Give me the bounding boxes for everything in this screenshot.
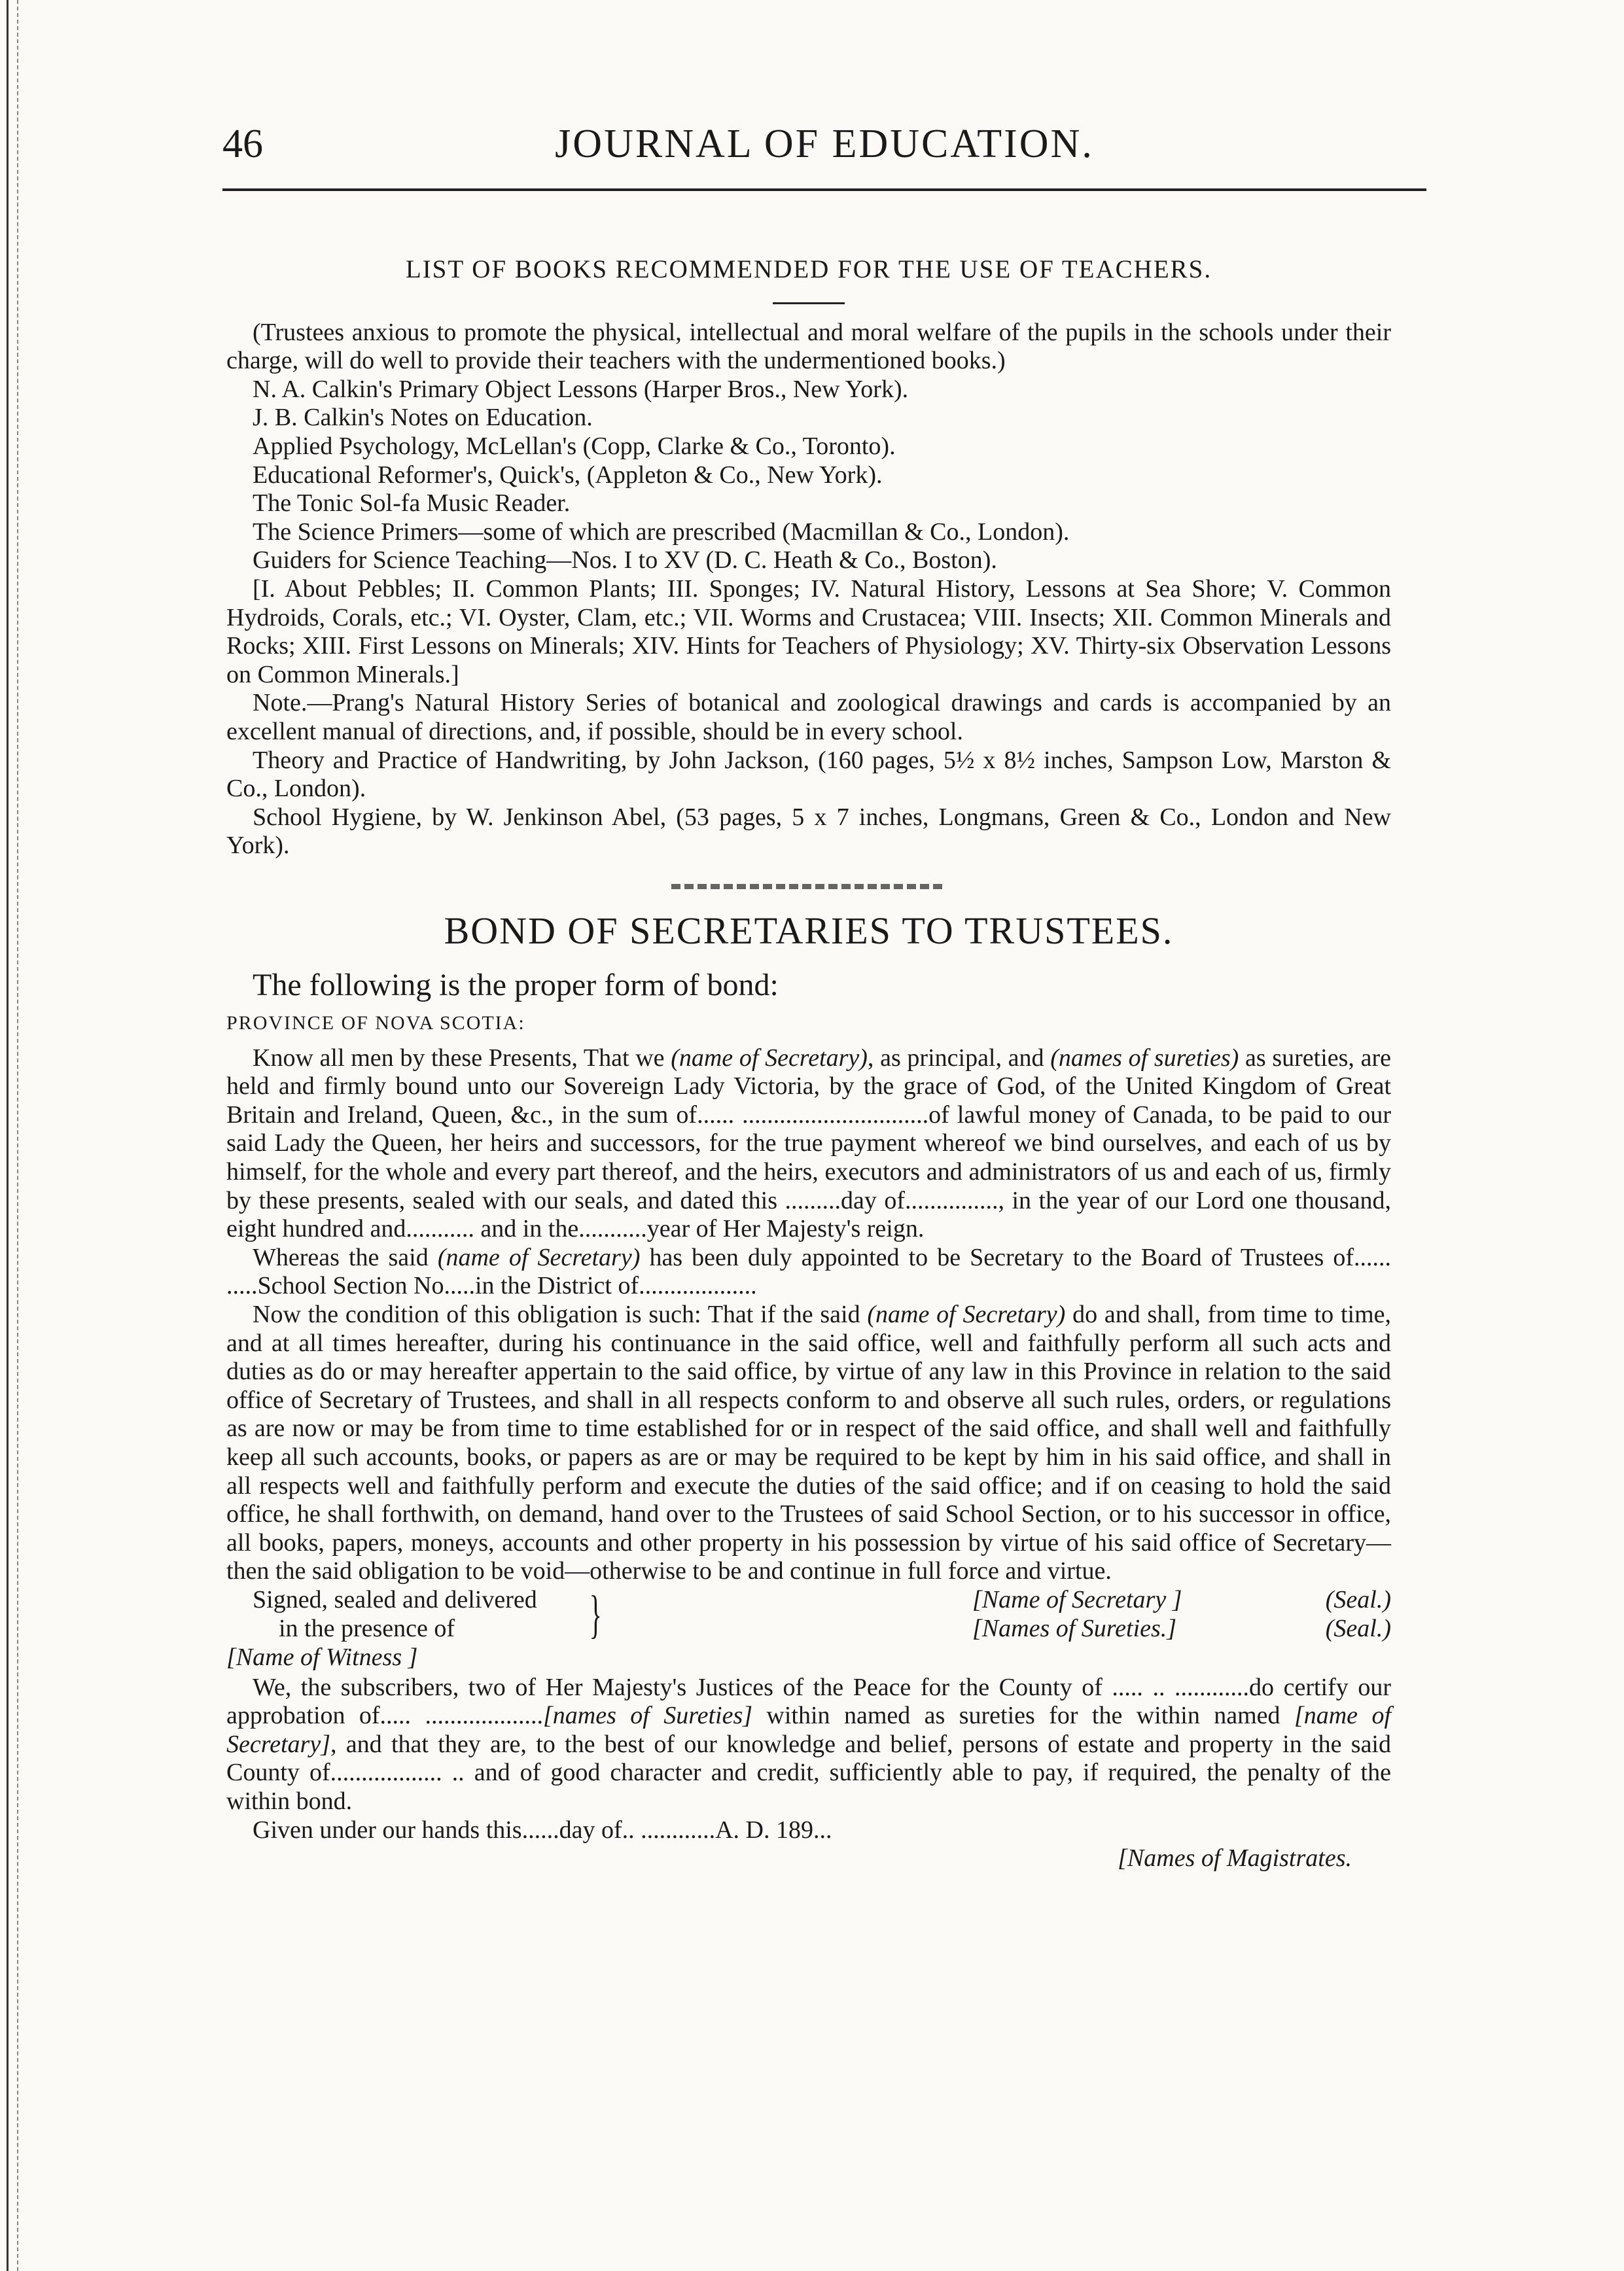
books-intro: (Trustees anxious to promote the physical, intellectual and moral welfare of the pupils in the schools under their charge, will do well to provide their teachers with the undermentioned books.) — [226, 318, 1391, 375]
ornamental-rule — [671, 884, 946, 889]
text: within named as sureties for the within named — [752, 1702, 1294, 1730]
approbation-paragraph — [226, 1674, 1391, 1816]
book-item: Theory and Practice of Handwriting, by John Jackson, (160 pages, 5½ x 8½ inches, Sampson Low, Marston & Co., London). — [226, 746, 1391, 803]
seal-marks — [1326, 1586, 1391, 1643]
signature-block — [226, 1586, 1391, 1644]
province-label: PROVINCE OF NOVA SCOTIA: — [226, 1012, 525, 1034]
book-item: N. A. Calkin's Primary Object Lessons (Harper Bros., New York). — [253, 375, 909, 403]
bond-paragraph-3 — [226, 1301, 1391, 1586]
signatory-names — [972, 1586, 1182, 1643]
seal-label: (Seal.) — [1325, 1585, 1391, 1613]
name-of-secretary: [Name of Secretary ] — [972, 1585, 1182, 1613]
running-head: JOURNAL OF EDUCATION. — [555, 122, 1094, 166]
names-of-sureties: [Names of Sureties.] — [972, 1614, 1177, 1642]
page-header — [222, 121, 1426, 173]
book-item: Educational Reformer's, Quick's, (Appleton & Co., New York). — [253, 461, 883, 489]
text: Now the condition of this obligation is such: That if the said — [253, 1301, 868, 1328]
book-item: The Tonic Sol-fa Music Reader. — [253, 489, 571, 518]
book-item: The Science Primers—some of which are prescribed (Macmillan & Co., London). — [253, 518, 1070, 546]
binding-dashes — [17, 0, 20, 2271]
text: Know all men by these Presents, That we — [253, 1044, 671, 1072]
names-of-magistrates: [Names of Magistrates. — [1118, 1844, 1352, 1873]
binding-edge — [4, 0, 30, 2271]
signed-clause — [253, 1586, 593, 1643]
text: , as principal, and — [867, 1044, 1051, 1072]
page-number: 46 — [222, 122, 263, 166]
placeholder-secretary: (name of Secretary) — [671, 1044, 868, 1072]
bond-paragraph-2 — [226, 1244, 1391, 1301]
signed-line-1: Signed, sealed and delivered — [253, 1585, 537, 1613]
title-rule — [773, 302, 845, 304]
book-item: [I. About Pebbles; II. Common Plants; III. Sponges; IV. Natural History, Lessons at Sea Shore; V. Common Hydroids, Corals, etc.; VI. Oyster, Clam, etc.; VII. Worms and Crustacea; VIII. Insects; XII. Common Minerals and Rocks; XIII. First Lessons on Minerals; XIV. Hints for Teachers of Physiology; XV. Thirty-six Observation Lessons on Common Minerals.] — [226, 574, 1391, 688]
text: Whereas the said — [253, 1243, 438, 1271]
bond-lead: The following is the proper form of bond: — [253, 968, 779, 1003]
placeholder-secretary: [name of Secretary] — [226, 1702, 1392, 1758]
book-item: School Hygiene, by W. Jenkinson Abel, (53 pages, 5 x 7 inches, Longmans, Green & Co., London and New York). — [226, 803, 1391, 860]
page-content — [226, 255, 1391, 1873]
text: We, the subscribers, two of Her Majesty's Justices of the Peace for the County of ..... .. ............do certify our approbation of..... ................... — [226, 1673, 1391, 1730]
text: as sureties, are held and firmly bound unto our Sovereign Lady Victoria, by the grace of God, of the United Kingdom of Great Britain and Ireland, Queen, &c., in the sum of...... ..............................of lawful money of Canada, to be paid to our said Lady the Queen, her heirs and successors, for the true payment whereof we bind ourselves, and each of us by himself, for the whole and every part thereof, and the heirs, executors and administrators of us and each of us, firmly by these presents, sealed with our seals, and dated this .........day of..............., in the year of our Lord one thousand, eight hundred and........... and in the...........year of Her Majesty's reign. — [226, 1044, 1391, 1243]
signed-line-2: in the presence of — [279, 1614, 455, 1642]
text: , and that they are, to the best of our knowledge and belief, persons of estate and property in the said County of.................. .. and of good character and credit, sufficiently able to pay, if required, the penalty of the within bond. — [226, 1730, 1391, 1815]
book-item: Guiders for Science Teaching—Nos. I to XV (D. C. Heath & Co., Boston). — [253, 546, 997, 574]
books-title: LIST OF BOOKS RECOMMENDED FOR THE USE OF TEACHERS. — [405, 255, 1212, 283]
bond-paragraph-1 — [226, 1044, 1391, 1244]
book-item: J. B. Calkin's Notes on Education. — [253, 404, 593, 432]
placeholder-secretary: (name of Secretary) — [867, 1301, 1066, 1328]
binding-line — [7, 0, 9, 2271]
book-item: Applied Psychology, McLellan's (Copp, Clarke & Co., Toronto). — [253, 432, 896, 460]
placeholder-sureties: [names of Sureties] — [542, 1702, 753, 1730]
placeholder-secretary: (name of Secretary) — [437, 1243, 641, 1271]
text: has been duly appointed to be Secretary to the Board of Trustees of...... .....School Section No.....in the District of................... — [226, 1243, 1392, 1300]
witness-name: [Name of Witness ] — [226, 1643, 418, 1671]
brace-icon: } — [589, 1585, 602, 1644]
placeholder-sureties: (names of sureties) — [1050, 1044, 1239, 1072]
header-rule — [222, 188, 1426, 191]
bond-title: BOND OF SECRETARIES TO TRUSTEES. — [444, 909, 1174, 952]
given-line: Given under our hands this......day of.. ............A. D. 189... — [253, 1816, 832, 1844]
book-note: Note.—Prang's Natural History Series of botanical and zoological drawings and cards is accompanied by an excellent manual of directions, and, if possible, should be in every school. — [226, 689, 1391, 745]
text: do and shall, from time to time, and at all times hereafter, during his continuance in the said office, well and faithfully perform all such acts and duties as do or may hereafter appertain to the said office, by virtue of any law in this Province in relation to the said office of Secretary of Trustees, and shall in all respects conform to and observe all such rules, orders, or regulations as are now or may be from time to time established for or in respect of the said office, and shall well and faithfully keep all such accounts, books, or papers as are or may be required to be kept by him in his said office, and shall in all respects well and faithfully perform and execute the duties of the said office; and if on ceasing to hold the said office, he shall forthwith, on demand, hand over to the Trustees of said School Section, or to his successor in office, all books, papers, moneys, accounts and other property in his possession by virtue of his said office of Secretary—then the said obligation to be void—otherwise to be and continue in full force and virtue. — [226, 1301, 1391, 1585]
seal-label: (Seal.) — [1325, 1614, 1391, 1642]
